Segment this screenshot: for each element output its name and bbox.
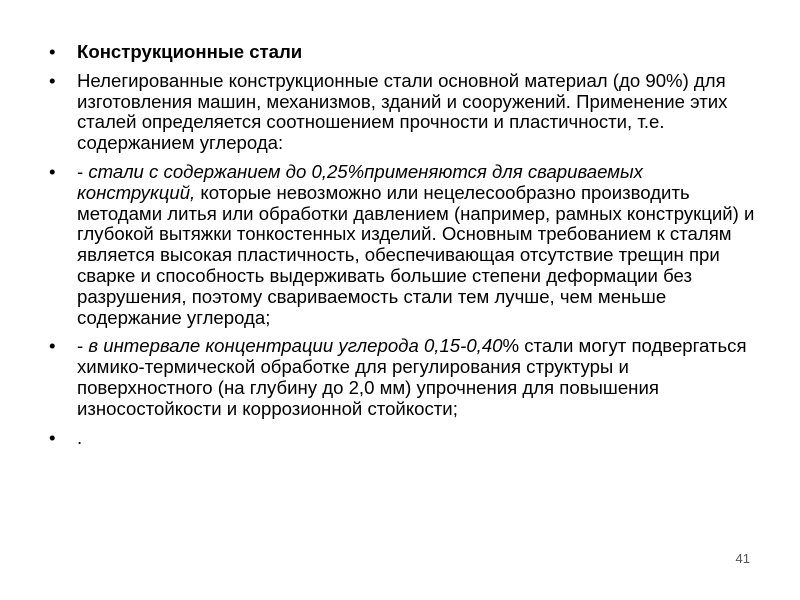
- bullet-marker: •: [49, 335, 56, 357]
- bullet-item-intro: [45, 71, 757, 154]
- bullet-low-carbon-text: которые невозможно или нецелесообразно производить методами литья или обработки давлением (например, рамных конструкций) и глубокой вытяжки тонкостенных изделий. Основным требованием к сталям является высокая пластичность, обеспечивающая отсутствие трещин при сварке и способность выдерживать большие степени деформации без разрушения, поэтому свариваемость стали тем лучше, чем меньше содержание углерода;: [77, 181, 755, 328]
- bullet-medium-carbon-text: % стали могут подвергаться химико-термической обработке для регулирования структуры и поверхностного (на глубину до 2,0 мм) упрочнения для повышения износостойкости и коррозионной стойкости;: [77, 335, 747, 419]
- bullet-marker: •: [49, 160, 56, 182]
- bullet-marker: •: [49, 426, 56, 448]
- bullet-marker: •: [49, 69, 56, 91]
- bullet-item-medium-carbon: [45, 336, 757, 419]
- bullet-intro-text: Нелегированные конструкционные стали основной материал (до 90%) для изготовления машин, механизмов, зданий и сооружений. Применение этих сталей определяется соотношением прочности и пластичности, т.е. содержанием углерода:: [77, 69, 728, 154]
- bullet-low-carbon-italic: стали с содержанием до 0,25%применяются для свариваемых конструкций,: [77, 160, 643, 203]
- bullet-item-title: [45, 42, 757, 63]
- bullet-dash: -: [77, 160, 89, 182]
- bullet-dash: -: [77, 335, 89, 357]
- bullet-item-low-carbon: [45, 162, 757, 328]
- bullet-medium-carbon-italic: в интервале концентрации углерода 0,15-0,40: [88, 335, 503, 357]
- bullet-item-empty: [45, 428, 757, 449]
- bullet-list: [45, 42, 757, 456]
- page-number: 41: [735, 551, 750, 566]
- bullet-empty-text: .: [77, 426, 83, 448]
- bullet-marker: •: [49, 41, 56, 62]
- bullet-title-text: Конструкционные стали: [77, 41, 303, 62]
